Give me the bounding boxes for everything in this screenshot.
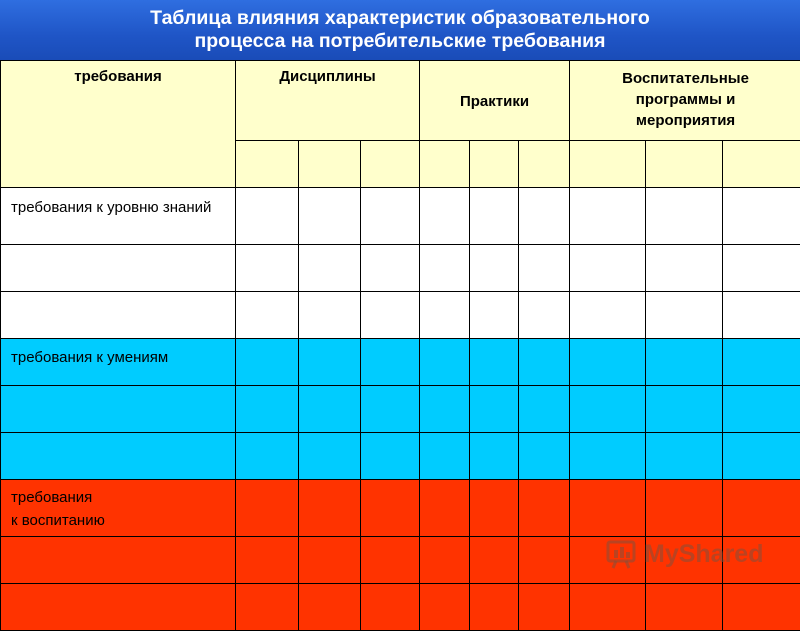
table-cell: [723, 339, 800, 386]
table-cell: [236, 433, 299, 480]
table-cell: [236, 245, 299, 292]
table-cell: [299, 188, 361, 245]
table-cell: [299, 386, 361, 433]
table-cell: [470, 245, 519, 292]
table-cell: [361, 480, 420, 537]
title-line-1: Таблица влияния характеристик образовательного: [0, 7, 800, 30]
table-cell: [570, 584, 646, 631]
table-cell: [723, 480, 800, 537]
table-cell: [420, 188, 470, 245]
table-cell: [723, 245, 800, 292]
table-cell: [519, 188, 570, 245]
table-cell: [1, 292, 236, 339]
table-cell: [361, 433, 420, 480]
table-row: [1, 188, 800, 245]
table-cell: [361, 339, 420, 386]
table-cell: [361, 386, 420, 433]
table-cell: [420, 537, 470, 584]
table-cell: [299, 537, 361, 584]
table-cell: [570, 433, 646, 480]
table-cell: [723, 433, 800, 480]
table-cell: [470, 188, 519, 245]
table-cell: [361, 245, 420, 292]
table-cell: [519, 433, 570, 480]
table-cell: [470, 433, 519, 480]
table-cell: [646, 433, 723, 480]
table-cell: [570, 188, 646, 245]
table-cell: [420, 584, 470, 631]
table-cell: [361, 292, 420, 339]
header-practices: [420, 61, 570, 141]
table-cell: [299, 584, 361, 631]
table-cell: [646, 584, 723, 631]
watermark-text: MyShared: [644, 540, 763, 569]
header-requirements-label: требования: [74, 68, 161, 85]
table-cell: [570, 480, 646, 537]
table-cell: [236, 292, 299, 339]
table-row: [1, 245, 800, 292]
table-row: [1, 584, 800, 631]
header-subcell: [236, 141, 299, 188]
table-cell: [1, 386, 236, 433]
header-subcell: [519, 141, 570, 188]
table-cell: [420, 339, 470, 386]
header-subcell: [570, 141, 646, 188]
table-cell: [236, 339, 299, 386]
table-row: [1, 292, 800, 339]
table-cell: [470, 584, 519, 631]
row-label-knowledge: требования к уровню знаний: [1, 188, 236, 245]
header-subcell: [646, 141, 723, 188]
row-label-upbringing: требования к воспитанию: [1, 480, 236, 537]
table-cell: [519, 386, 570, 433]
table-cell: [236, 188, 299, 245]
header-educational-programs-line-2: программы и: [570, 89, 800, 110]
table-cell: [646, 339, 723, 386]
table-cell: [570, 386, 646, 433]
header-educational-programs: [570, 61, 800, 141]
table-cell: [361, 537, 420, 584]
table-cell: [646, 386, 723, 433]
table-cell: [519, 584, 570, 631]
table-cell: [646, 245, 723, 292]
title-line-2: процесса на потребительские требования: [0, 30, 800, 53]
table-cell: [519, 292, 570, 339]
table-cell: [420, 433, 470, 480]
table-cell: [236, 537, 299, 584]
table-row: [1, 433, 800, 480]
table-cell: [299, 480, 361, 537]
table-cell: [299, 245, 361, 292]
header-practices-label: Практики: [460, 93, 529, 110]
table-cell: [570, 292, 646, 339]
header-educational-programs-line-1: Воспитательные: [570, 68, 800, 89]
table-cell: [1, 433, 236, 480]
table-cell: [646, 188, 723, 245]
header-subcell: [470, 141, 519, 188]
table-cell: [519, 339, 570, 386]
table-row: [1, 386, 800, 433]
watermark: [606, 536, 763, 572]
table-cell: [236, 584, 299, 631]
row-label-skills: требования к умениям: [1, 339, 236, 386]
table-row: [1, 339, 800, 386]
table-cell: [361, 188, 420, 245]
table-cell: [723, 292, 800, 339]
myshared-logo-icon: [606, 539, 640, 569]
table-cell: [723, 584, 800, 631]
table-cell: [299, 433, 361, 480]
table-cell: [1, 537, 236, 584]
table-cell: [570, 339, 646, 386]
table-cell: [646, 480, 723, 537]
table-cell: [470, 386, 519, 433]
table-cell: [299, 339, 361, 386]
table-cell: [1, 584, 236, 631]
header-disciplines-label: Дисциплины: [279, 68, 375, 85]
table-cell: [519, 480, 570, 537]
table-row: [1, 480, 800, 537]
header-subcell: [361, 141, 420, 188]
header-subcell: [299, 141, 361, 188]
slide-title: [0, 0, 800, 60]
table-cell: [420, 292, 470, 339]
header-requirements: [1, 61, 236, 188]
table-cell: [470, 292, 519, 339]
table-cell: [236, 386, 299, 433]
header-subcell: [723, 141, 800, 188]
table-cell: [1, 245, 236, 292]
table-cell: [299, 292, 361, 339]
table-cell: [236, 480, 299, 537]
table-cell: [646, 292, 723, 339]
header-educational-programs-line-3: мероприятия: [570, 110, 800, 131]
table-cell: [470, 537, 519, 584]
table-cell: [723, 386, 800, 433]
table-cell: [470, 480, 519, 537]
table-cell: [519, 537, 570, 584]
table-cell: [420, 480, 470, 537]
table-cell: [361, 584, 420, 631]
table-cell: [519, 245, 570, 292]
header-subcell: [420, 141, 470, 188]
table-cell: [420, 386, 470, 433]
header-disciplines: [236, 61, 420, 141]
table-cell: [420, 245, 470, 292]
table-cell: [723, 188, 800, 245]
table-cell: [470, 339, 519, 386]
table-cell: [570, 245, 646, 292]
